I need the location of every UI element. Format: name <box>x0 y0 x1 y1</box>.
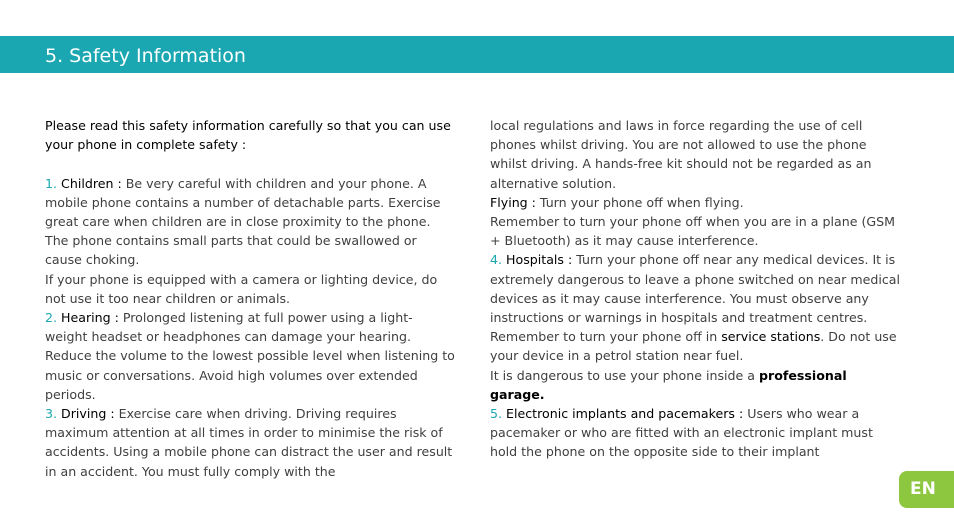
note-text: Remember to turn your phone off in <box>490 329 722 345</box>
item-driving <box>45 404 455 481</box>
note-text: It is dangerous to use your phone inside a <box>490 367 759 383</box>
item-number: 4. <box>490 252 503 268</box>
item-number: 2. <box>45 310 58 326</box>
item-text: Prolonged listening at full power using a light-weight headset or headphones can damage your hearing. Reduce the volume to the lowest possible level when listening to music or conversations. Avoid high volumes over extended periods. <box>45 310 455 402</box>
right-column <box>490 116 900 462</box>
language-tab <box>899 471 954 508</box>
left-column <box>45 116 455 481</box>
item-term: Hospitals : <box>506 252 573 268</box>
item-children <box>45 174 455 270</box>
item-number: 1. <box>45 175 58 191</box>
section-title: 5. Safety Information <box>45 45 246 67</box>
garage-note <box>490 366 900 404</box>
section-header-banner <box>0 36 954 73</box>
item-number: 3. <box>45 406 58 422</box>
driving-continued: local regulations and laws in force regarding the use of cell phones whilst driving. You are not allowed to use the phone whilst driving. A hands-free kit should not be regarded as an alternative solution. <box>490 118 872 191</box>
service-stations-note <box>490 327 900 365</box>
item-number: 5. <box>490 406 503 422</box>
item-term: Flying : <box>490 194 536 210</box>
item-term: Electronic implants and pacemakers : <box>506 406 744 422</box>
intro-text: Please read this safety information carefully so that you can use your phone in complete safety : <box>45 118 451 153</box>
item-implants <box>490 404 900 462</box>
item-text: Exercise care when driving. Driving requires maximum attention at all times in order to minimise the risk of accidents. Using a mobile phone can distract the user and result in an accident. You must fully comply with the <box>45 406 453 479</box>
item-hospitals <box>490 250 900 327</box>
garage-term: professional garage. <box>490 367 847 402</box>
item-text: Turn your phone off when flying. <box>535 194 744 210</box>
item-hearing <box>45 308 455 404</box>
item-text: Turn your phone off near any medical devices. It is extremely dangerous to leave a phone switched on near medical devices as it may cause interference. You must observe any instructions or warnings in hospitals and treatment centres. <box>490 252 900 326</box>
service-stations-term: service stations <box>721 329 821 345</box>
item-text: Users who wear a pacemaker or who are fitted with an electronic implant must hold the phone on the opposite side to their implant <box>490 406 873 460</box>
item-term: Driving : <box>61 406 115 422</box>
item-term: Children : <box>61 175 122 191</box>
item-children-extra: If your phone is equipped with a camera or lighting device, do not use it too near children or animals. <box>45 271 438 306</box>
note-text: . Do not use your device in a petrol station near fuel. <box>490 329 897 364</box>
language-label: EN <box>910 479 936 499</box>
item-text: Be very careful with children and your phone. A mobile phone contains a number of detachable parts. Exercise great care when children are in close proximity to the phone. The phone contains small parts that could be swallowed or cause choking. <box>45 175 441 268</box>
item-term: Hearing : <box>61 310 119 326</box>
item-flying <box>490 193 900 212</box>
item-flying-extra: Remember to turn your phone off when you are in a plane (GSM + Bluetooth) as it may cause interference. <box>490 214 895 249</box>
spacer <box>45 154 455 173</box>
